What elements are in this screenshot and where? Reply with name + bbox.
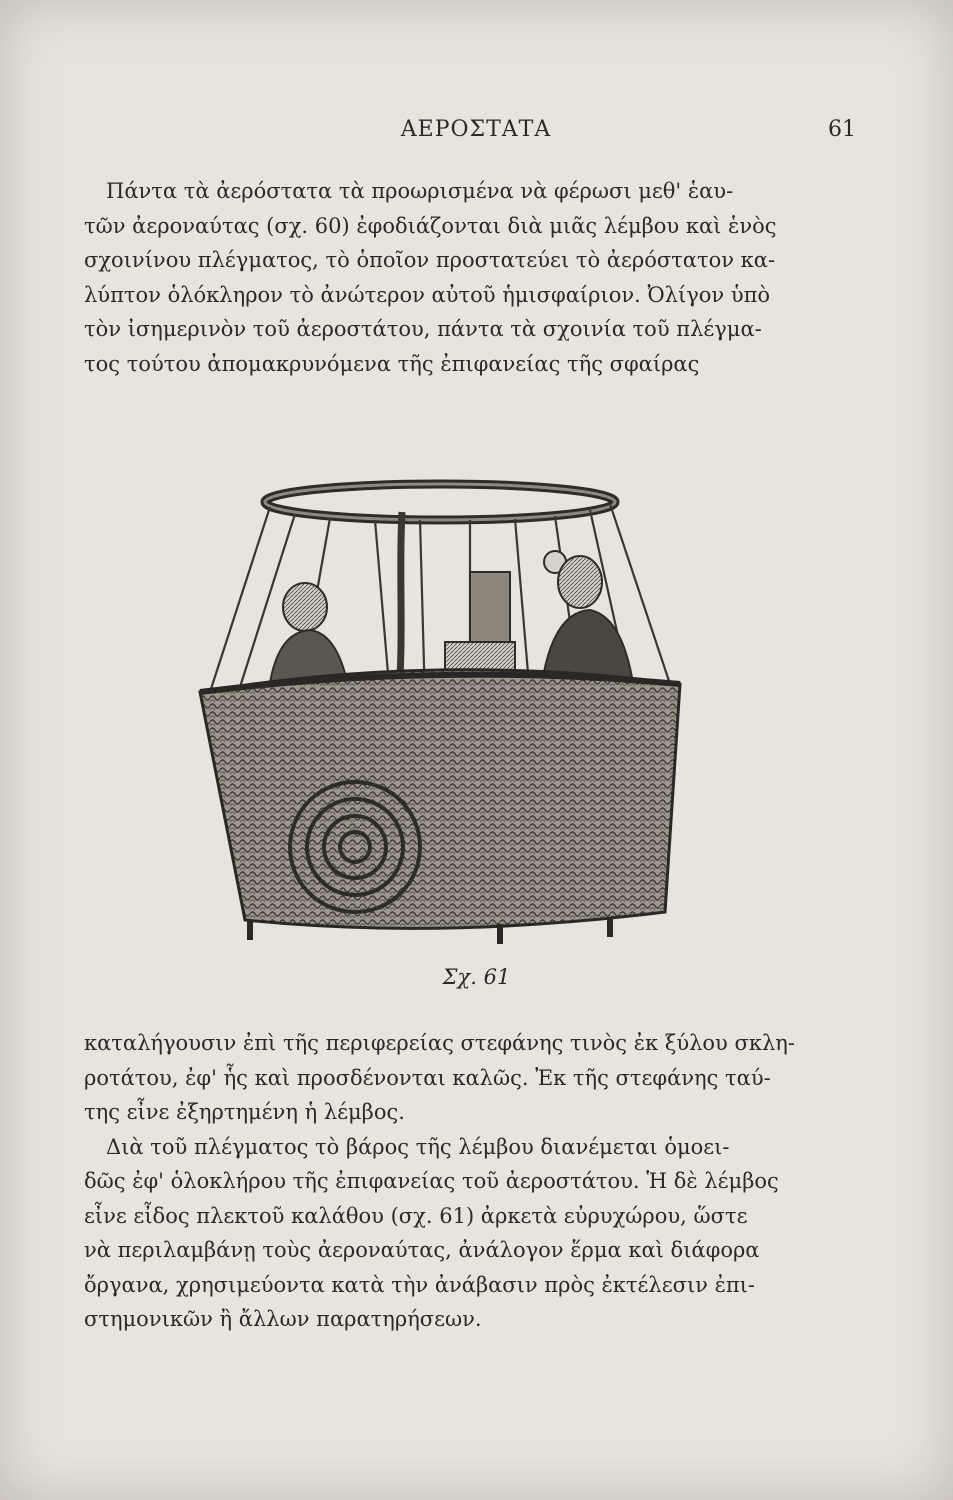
text-line: της εἶνε ἐξηρτημένη ἡ λέμβος. — [84, 1100, 405, 1124]
text-line: ὄργανα, χρησιμεύοντα κατὰ τὴν ἀνάβασιν πρὸς ἐκτέλεσιν ἐπι- — [84, 1272, 756, 1297]
text-line: ροτάτου, ἐφ' ἧς καὶ προσδένονται καλῶς. Ἐκ τῆς στεφάνης ταύ- — [84, 1065, 771, 1090]
running-title: ΑΕΡΟΣΤΑΤΑ — [400, 117, 552, 142]
wicker-basket — [200, 670, 680, 929]
text-line: τος τούτου ἀπομακρυνόμενα τῆς ἐπιφανείας τῆς σφαίρας — [84, 351, 700, 376]
text-line: Διὰ τοῦ πλέγματος τὸ βάρος τῆς λέμβου διανέμεται ὁμοει- — [106, 1134, 730, 1159]
text-line: καταλήγουσιν ἐπὶ τῆς περιφερείας στεφάνης τινὸς ἐκ ξύλου σκλη- — [84, 1031, 795, 1055]
text-line: δῶς ἐφ' ὁλοκλήρου τῆς ἐπιφανείας τοῦ ἀεροστάτου. Ἡ δὲ λέμβος — [84, 1169, 779, 1193]
page-number: 61 — [828, 117, 856, 142]
paragraph-2 — [84, 1026, 846, 1337]
text-line: Πάντα τὰ ἀερόστατα τὰ προωρισμένα νὰ φέρωσι μεθ' ἑαυ- — [106, 179, 734, 203]
text-line: τῶν ἀεροναύτας (σχ. 60) ἐφοδιάζονται διὰ μιᾶς λέμβου καὶ ἑνὸς — [84, 213, 777, 238]
engraving-illustration — [170, 462, 710, 962]
figure-caption: Σχ. 61 — [442, 965, 511, 989]
page-header — [96, 117, 856, 147]
text-line: νὰ περιλαμβάνῃ τοὺς ἀεροναύτας, ἀνάλογον ἕρμα καὶ διάφορα — [84, 1238, 760, 1262]
text-line: λύπτον ὁλόκληρον τὸ ἀνώτερον αὐτοῦ ἡμισφαίριον. Ὀλίγον ὑπὸ — [84, 282, 771, 307]
balloon-basket-engraving — [170, 462, 710, 962]
text-line: στημονικῶν ἢ ἄλλων παρατηρήσεων. — [84, 1307, 482, 1331]
text-line: εἶνε εἶδος πλεκτοῦ καλάθου (σχ. 61) ἀρκετὰ εὐρυχώρου, ὥστε — [84, 1203, 748, 1228]
text-line: σχοινίνου πλέγματος, τὸ ὁποῖον προστατεύει τὸ ἀερόστατον κα- — [84, 248, 776, 272]
paragraph-1 — [84, 174, 846, 381]
text-line: τὸν ἰσημερινὸν τοῦ ἀεροστάτου, πάντα τὰ σχοινία τοῦ πλέγμα- — [84, 317, 762, 341]
